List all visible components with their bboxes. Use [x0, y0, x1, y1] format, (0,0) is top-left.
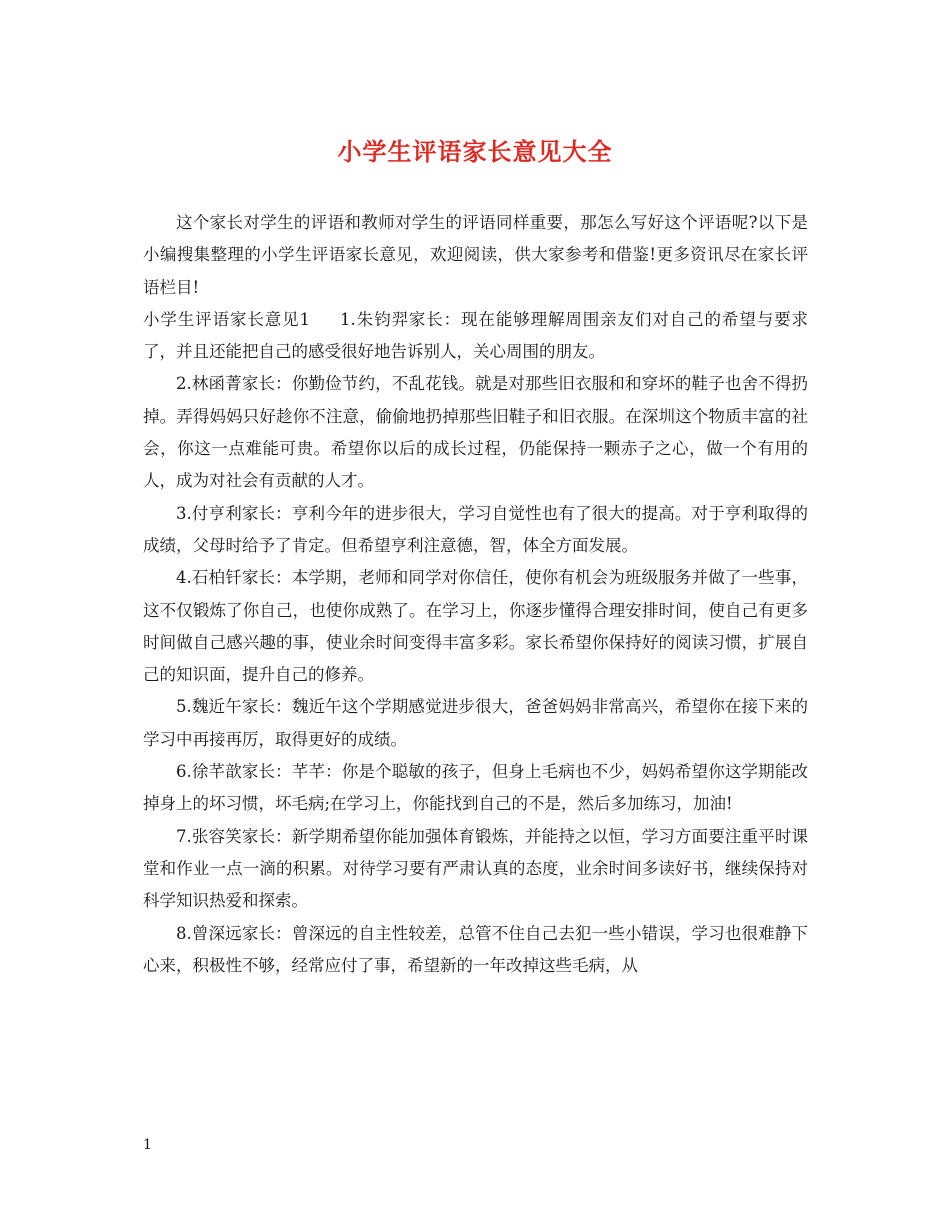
comment-paragraph-7: 7.张容笑家长：新学期希望你能加强体育锻炼，并能持之以恒，学习方面要注重平时课堂和作业一点一滴的积累。对待学习要有严肃认真的态度，业余时间多读好书，继续保持对科学知识热爱和探索。 [143, 826, 808, 911]
comment-paragraph-5: 5.魏近午家长：魏近午这个学期感觉进步很大，爸爸妈妈非常高兴，希望你在接下来的学习中再接再厉，取得更好的成绩。 [143, 697, 808, 749]
document-body [143, 207, 808, 982]
comment-paragraph-4: 4.石柏钎家长：本学期，老师和同学对你信任，使你有机会为班级服务并做了一些事，这不仅锻炼了你自己，也使你成熟了。在学习上，你逐步懂得合理安排时间，使自己有更多时间做自己感兴趣的事，使业余时间变得丰富多彩。家长希望你保持好的阅读习惯，扩展自己的知识面，提升自己的修养。 [143, 568, 808, 685]
intro-paragraph: 这个家长对学生的评语和教师对学生的评语同样重要，那怎么写好这个评语呢?以下是小编搜集整理的小学生评语家长意见，欢迎阅读，供大家参考和借鉴!更多资讯尽在家长评语栏目! [143, 213, 808, 297]
document-title: 小学生评语家长意见大全 [337, 138, 613, 166]
comment-paragraph-3: 3.付亨利家长：亨利今年的进步很大，学习自觉性也有了很大的提高。对于亨利取得的成绩，父母时给予了肯定。但希望亨利注意德，智，体全方面发展。 [143, 503, 808, 555]
section-heading: 小学生评语家长意见1 [143, 309, 311, 329]
page-number: 1 [143, 1137, 152, 1153]
comment-paragraph-6: 6.徐芊歆家长：芊芊：你是个聪敏的孩子，但身上毛病也不少，妈妈希望你这学期能改掉身上的坏习惯，坏毛病;在学习上，你能找到自己的不是，然后多加练习，加油! [143, 762, 808, 814]
comment-paragraph-8: 8.曾深远家长：曾深远的自主性较差，总管不住自己去犯一些小错误，学习也很难静下心来，积极性不够，经常应付了事，希望新的一年改掉这些毛病，从 [143, 923, 808, 975]
section-paragraph [143, 304, 808, 369]
comment-paragraph-1: 1.朱钧羿家长：现在能够理解周围亲友们对自己的希望与要求了，并且还能把自己的感受很好地告诉别人，关心周围的朋友。 [143, 309, 809, 362]
comment-paragraph-2: 2.林函菁家长：你勤俭节约，不乱花钱。就是对那些旧衣服和和穿坏的鞋子也舍不得扔掉。弄得妈妈只好趁你不注意，偷偷地扔掉那些旧鞋子和旧衣服。在深圳这个物质丰富的社会，你这一点难能可贵。希望你以后的成长过程，仍能保持一颗赤子之心，做一个有用的人，成为对社会有贡献的人才。 [143, 374, 808, 491]
